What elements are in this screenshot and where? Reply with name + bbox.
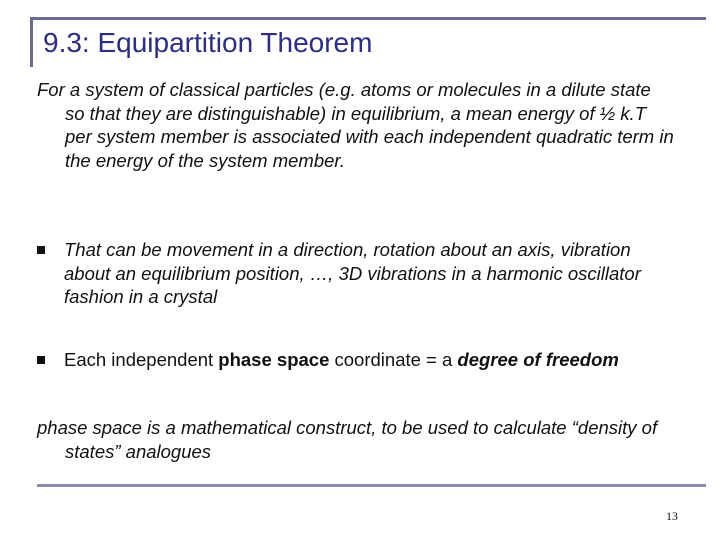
phase-space-term: phase space: [218, 349, 330, 370]
footer-rule: [37, 484, 706, 487]
degree-of-freedom-term: degree of freedom: [457, 349, 619, 370]
bullet-marker: [37, 246, 45, 254]
bullet-2-text-a: Each independent: [64, 349, 219, 370]
page-number: 13: [666, 509, 678, 523]
intro-paragraph: For a system of classical particles (e.g. atoms or molecules in a dilute state so that they are distinguishable) in equilibrium, a mean energy of ½ k.T per system member is associated with each independent quadratic term in the energy of the system member.: [37, 79, 674, 171]
bullet-item-2: [64, 348, 654, 372]
bullet-item-1: That can be movement in a direction, rotation about an axis, vibration about an equilibrium position, …, 3D vibrations in a harmonic oscillator fashion in a crystal: [64, 239, 641, 307]
bullet-2-text-b: coordinate = a: [329, 349, 458, 370]
slide-title: 9.3: Equipartition Theorem: [43, 27, 373, 58]
closing-paragraph: phase space is a mathematical construct, to be used to calculate “density of states” analogues: [37, 417, 658, 462]
bullet-marker: [37, 356, 45, 364]
